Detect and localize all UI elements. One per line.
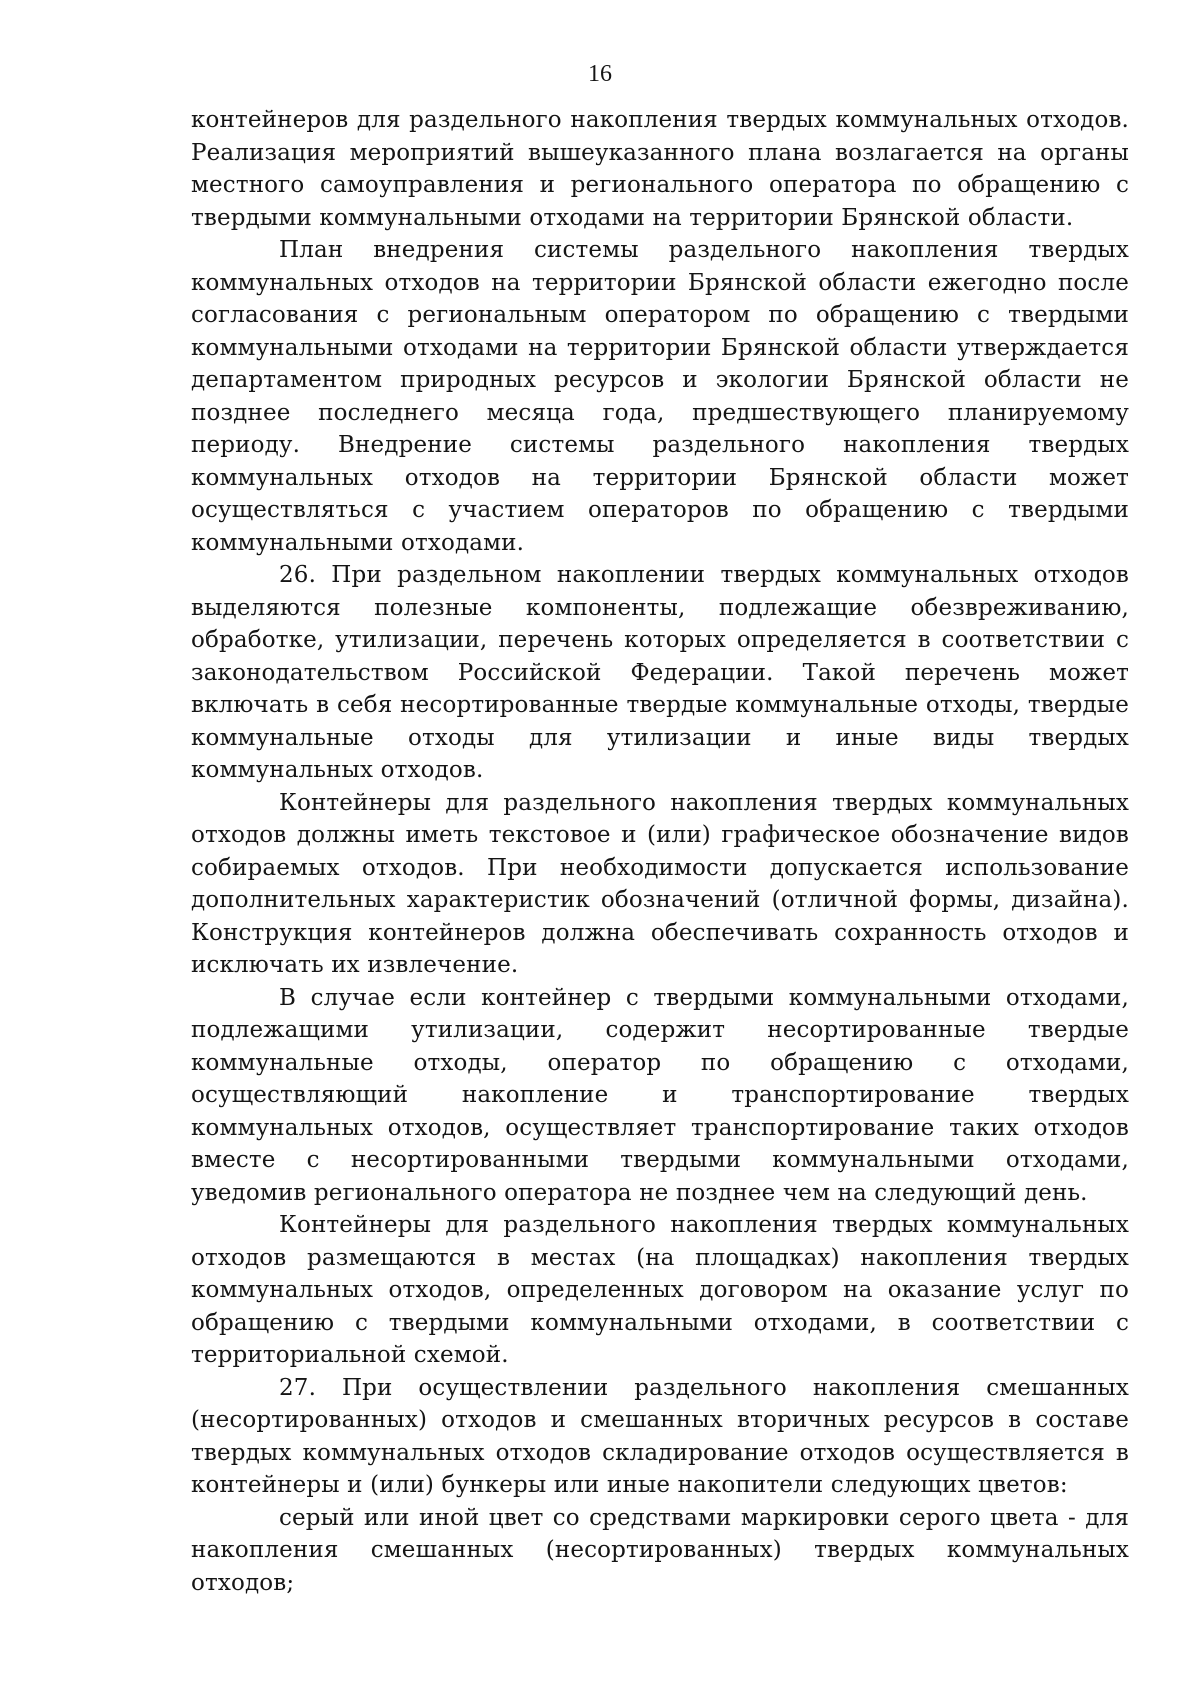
paragraph-unsorted-waste-case: В случае если контейнер с твердыми коммунальными отходами, подлежащими утилизации, содержит несортированные твердые коммунальные отходы, оператор по обращению с отходами, осуществляющий накопление и транспортирование твердых коммунальных отходов, осуществляет транспортирование таких отходов вместе с несортированными твердыми коммунальными отходами, уведомив регионального оператора не позднее чем на следующий день.	[191, 984, 1129, 1206]
paragraph-container-placement: Контейнеры для раздельного накопления твердых коммунальных отходов размещаются в местах (на площадках) накопления твердых коммунальных отходов, определенных договором на оказание услуг по обращению с твердыми коммунальными отходами, в соответствии с территориальной схемой.	[191, 1212, 1129, 1368]
page-number: 16	[588, 61, 612, 87]
paragraph-continuation: контейнеров для раздельного накопления твердых коммунальных отходов. Реализация мероприятий вышеуказанного плана возлагается на органы местного самоуправления и регионального оператора по обращению с твердыми коммунальными отходами на территории Брянской области.	[191, 107, 1129, 231]
document-body	[191, 104, 1129, 1599]
paragraph-plan-implementation: План внедрения системы раздельного накопления твердых коммунальных отходов на территории Брянской области ежегодно после согласования с региональным оператором по обращению с твердыми коммунальными отходами на территории Брянской области утверждается департаментом природных ресурсов и экологии Брянской области не позднее последнего месяца года, предшествующего планируемому периоду. Внедрение системы раздельного накопления твердых коммунальных отходов на территории Брянской области может осуществляться с участием операторов по обращению с твердыми коммунальными отходами.	[191, 237, 1129, 556]
paragraph-container-labeling: Контейнеры для раздельного накопления твердых коммунальных отходов должны иметь текстовое и (или) графическое обозначение видов собираемых отходов. При необходимости допускается использование дополнительных характеристик обозначений (отличной формы, дизайна). Конструкция контейнеров должна обеспечивать сохранность отходов и исключать их извлечение.	[191, 789, 1129, 978]
paragraph-gray-color: серый или иной цвет со средствами маркировки серого цвета - для накопления смешанных (несортированных) твердых коммунальных отходов;	[191, 1504, 1129, 1596]
paragraph-item-26: 26. При раздельном накоплении твердых коммунальных отходов выделяются полезные компоненты, подлежащие обезвреживанию, обработке, утилизации, перечень которых определяется в соответствии с законодательством Российской Федерации. Такой перечень может включать в себя несортированные твердые коммунальные отходы, твердые коммунальные отходы для утилизации и иные виды твердых коммунальных отходов.	[191, 562, 1129, 783]
paragraph-item-27: 27. При осуществлении раздельного накопления смешанных (несортированных) отходов и смешанных вторичных ресурсов в составе твердых коммунальных отходов складирование отходов осуществляется в контейнеры и (или) бункеры или иные накопители следующих цветов:	[191, 1374, 1129, 1498]
